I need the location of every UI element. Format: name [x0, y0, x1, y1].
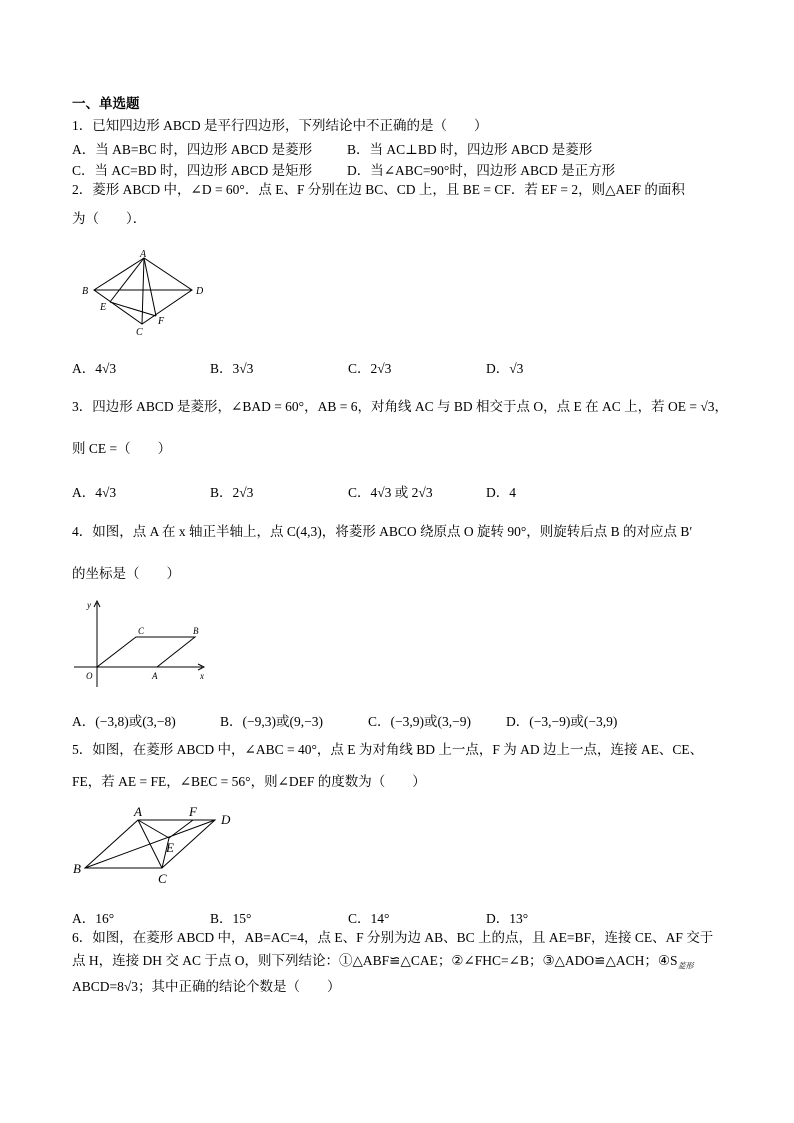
- q5-option-d[interactable]: D．13°: [486, 911, 529, 926]
- q2-option-c[interactable]: C．2√3: [348, 361, 392, 376]
- q5-label-f: F: [189, 804, 197, 819]
- q5-option-c[interactable]: C．14°: [348, 911, 390, 926]
- q6-stem-line1: 6．如图，在菱形 ABCD 中，AB=AC=4，点 E、F 分别为边 AB、BC 上的点，且 AE=BF，连接 CE、AF 交于: [72, 930, 714, 945]
- q2-label-a: A: [140, 249, 147, 260]
- q4-option-a[interactable]: A．(−3,8)或(3,−8): [72, 714, 176, 729]
- q3-option-b[interactable]: B．2√3: [210, 485, 254, 500]
- q3-option-a[interactable]: A．4√3: [72, 485, 117, 500]
- q4-option-d[interactable]: D．(−3,−9)或(−3,9): [506, 714, 618, 729]
- q4-option-c[interactable]: C．(−3,9)或(3,−9): [368, 714, 471, 729]
- q5-label-c: C: [158, 871, 167, 886]
- q4-label-o: O: [86, 671, 93, 681]
- q3-option-d[interactable]: D．4: [486, 485, 516, 500]
- q6-stem-line2: 点 H，连接 DH 交 AC 于点 O，则下列结论：①△ABF≌△CAE；②∠FHC=∠B；③△ADO≌△ACH；④S: [72, 953, 678, 968]
- q5-stem-line1: 5．如图，在菱形 ABCD 中，∠ABC = 40°，点 E 为对角线 BD 上一点，F 为 AD 边上一点，连接 AE、CE、: [72, 742, 704, 757]
- q2-label-e: E: [100, 302, 107, 313]
- q6-stem-line3: ABCD=8√3；其中正确的结论个数是（ ）: [72, 979, 341, 994]
- q3-stem-line1: 3．四边形 ABCD 是菱形，∠BAD = 60°，AB = 6，对角线 AC 与 BD 相交于点 O，点 E 在 AC 上，若 OE = √3，: [72, 399, 728, 414]
- q1-stem: 1．已知四边形 ABCD 是平行四边形，下列结论中不正确的是（ ）: [72, 118, 488, 133]
- q2-label-d: D: [196, 286, 204, 297]
- q4-stem-line1: 4．如图，点 A 在 x 轴正半轴上，点 C(4,3)，将菱形 ABCO 绕原点 O 旋转 90°，则旋转后点 B 的对应点 B′: [72, 524, 693, 539]
- q5-label-a: A: [134, 804, 142, 819]
- q6-stem-line2-wrap: [72, 952, 693, 976]
- q6-subscript: 菱形: [677, 961, 694, 971]
- q4-option-b[interactable]: B．(−9,3)或(9,−3): [220, 714, 323, 729]
- q5-option-b[interactable]: B．15°: [210, 911, 252, 926]
- q4-coordinate-figure: [70, 595, 215, 690]
- q4-label-b: B: [193, 626, 199, 636]
- q4-label-x: x: [200, 671, 204, 681]
- q5-rhombus-figure: [70, 800, 245, 890]
- q2-option-b[interactable]: B．3√3: [210, 361, 254, 376]
- q4-label-y: y: [87, 600, 91, 610]
- q2-stem-line2: 为（ ）．: [72, 211, 147, 226]
- q1-option-c[interactable]: C．当 AC=BD 时，四边形 ABCD 是矩形: [72, 163, 313, 178]
- section-title: 一、单选题: [72, 96, 140, 112]
- q2-option-d[interactable]: D．√3: [486, 361, 524, 376]
- q2-label-b: B: [82, 286, 89, 297]
- q1-option-d[interactable]: D．当∠ABC=90°时，四边形 ABCD 是正方形: [347, 163, 616, 178]
- q5-option-a[interactable]: A．16°: [72, 911, 115, 926]
- q2-stem-line1: 2．菱形 ABCD 中，∠D = 60°．点 E、F 分别在边 BC、CD 上，且 BE = CF．若 EF = 2，则△AEF 的面积: [72, 182, 685, 197]
- q2-label-c: C: [136, 327, 143, 338]
- q2-rhombus-figure: [78, 248, 218, 338]
- q1-option-a[interactable]: A．当 AB=BC 时，四边形 ABCD 是菱形: [72, 142, 313, 157]
- q3-option-c[interactable]: C．4√3 或 2√3: [348, 485, 433, 500]
- q4-label-a: A: [152, 671, 158, 681]
- q2-label-f: F: [158, 316, 165, 327]
- q4-stem-line2: 的坐标是（ ）: [72, 566, 180, 581]
- q5-label-e: E: [166, 840, 174, 855]
- q5-stem-line2: FE，若 AE = FE，∠BEC = 56°，则∠DEF 的度数为（ ）: [72, 774, 426, 789]
- q3-stem-line2: 则 CE =（ ）: [72, 441, 172, 456]
- q1-option-b[interactable]: B．当 AC⊥BD 时，四边形 ABCD 是菱形: [347, 142, 593, 157]
- q4-label-c: C: [138, 626, 145, 636]
- q5-label-b: B: [73, 861, 81, 876]
- q2-option-a[interactable]: A．4√3: [72, 361, 117, 376]
- q5-label-d: D: [221, 812, 231, 827]
